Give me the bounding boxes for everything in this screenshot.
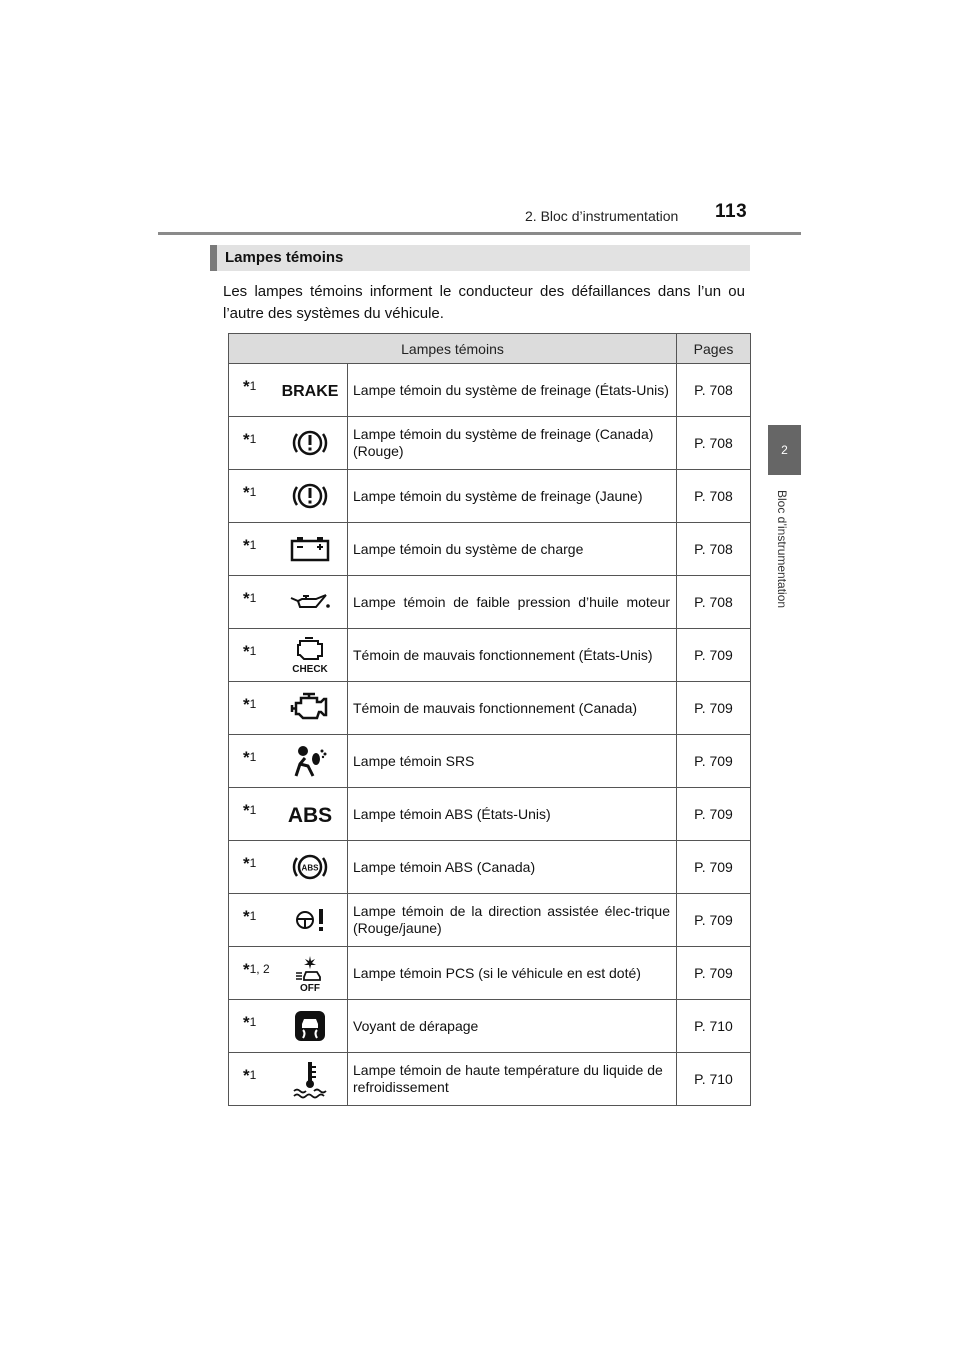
- note-cell: [229, 735, 274, 788]
- page-reference: P. 709: [677, 629, 751, 682]
- lamp-icon-cell: [274, 629, 348, 682]
- table-row: [229, 629, 751, 682]
- side-tab: [768, 425, 801, 475]
- lamp-description: Lampe témoin du système de freinage (Jaune): [348, 470, 677, 523]
- footnote-mark: *1: [243, 430, 257, 449]
- note-cell: [229, 841, 274, 894]
- oil-can-icon: [288, 590, 332, 614]
- note-cell: [229, 947, 274, 1000]
- header-rule: [158, 232, 801, 235]
- section-bar-accent: [210, 245, 217, 271]
- airbag-srs-icon: [290, 742, 330, 780]
- lamp-icon-cell: [274, 841, 348, 894]
- note-cell: [229, 364, 274, 417]
- footnote-mark: *1: [243, 907, 257, 926]
- page-reference: P. 708: [677, 576, 751, 629]
- lamp-description: Lampe témoin de faible pression d’huile moteur: [348, 576, 677, 629]
- section-title: Lampes témoins: [225, 249, 344, 266]
- table-row: [229, 841, 751, 894]
- page-reference: P. 709: [677, 735, 751, 788]
- lamp-icon-cell: [274, 364, 348, 417]
- page-reference: P. 709: [677, 788, 751, 841]
- footnote-mark: *1: [243, 589, 257, 608]
- table-row: [229, 470, 751, 523]
- pcs-off-icon: [290, 953, 330, 993]
- page-reference: P. 708: [677, 523, 751, 576]
- header-lamps: Lampes témoins: [229, 334, 677, 364]
- lamp-description: Lampe témoin du système de freinage (Canada) (Rouge): [348, 417, 677, 470]
- lamp-description: Lampe témoin de haute température du liquide de refroidissement: [348, 1053, 677, 1106]
- footnote-mark: *1: [243, 854, 257, 873]
- note-cell: [229, 417, 274, 470]
- coolant-temp-icon: [290, 1059, 330, 1099]
- lamp-description: Témoin de mauvais fonctionnement (États-Unis): [348, 629, 677, 682]
- footnote-mark: *1: [243, 1066, 257, 1085]
- page-reference: P. 708: [677, 470, 751, 523]
- side-tab-number: 2: [781, 443, 788, 457]
- svg-text:ABS: ABS: [301, 863, 319, 873]
- note-cell: [229, 788, 274, 841]
- lamp-description: Voyant de dérapage: [348, 1000, 677, 1053]
- page-reference: P. 709: [677, 841, 751, 894]
- svg-text:OFF: OFF: [300, 983, 321, 994]
- footnote-mark: *1: [243, 695, 257, 714]
- lamp-icon-cell: [274, 1053, 348, 1106]
- table-row: [229, 1053, 751, 1106]
- footnote-mark: *1: [243, 483, 257, 502]
- lamp-description: Lampe témoin du système de freinage (États-Unis): [348, 364, 677, 417]
- side-tab-label: Bloc d’instrumentation: [775, 490, 789, 609]
- header-chapter: 2. Bloc d’instrumentation: [525, 208, 679, 224]
- brake-circle-red-icon: [291, 426, 329, 460]
- table-row: [229, 788, 751, 841]
- note-cell: [229, 470, 274, 523]
- lamp-icon-cell: [274, 576, 348, 629]
- lamp-icon-cell: [274, 894, 348, 947]
- table-row: [229, 894, 751, 947]
- page-reference: P. 709: [677, 947, 751, 1000]
- table-row: [229, 364, 751, 417]
- page-reference: P. 710: [677, 1053, 751, 1106]
- page-reference: P. 709: [677, 682, 751, 735]
- lamp-icon-cell: [274, 1000, 348, 1053]
- lamp-icon-cell: [274, 788, 348, 841]
- page-reference: P. 709: [677, 894, 751, 947]
- warning-lamps-table: [228, 333, 751, 1106]
- check-engine-icon: [290, 635, 330, 675]
- lamp-description: Lampe témoin ABS (États-Unis): [348, 788, 677, 841]
- lamp-description: Lampe témoin ABS (Canada): [348, 841, 677, 894]
- engine-icon: [289, 691, 331, 725]
- note-cell: [229, 576, 274, 629]
- section-bar: [210, 245, 750, 271]
- lamp-description: Lampe témoin de la direction assistée élec-trique (Rouge/jaune): [348, 894, 677, 947]
- footnote-mark: *1: [243, 377, 257, 396]
- table-header-row: [229, 334, 751, 364]
- footnote-mark: *1: [243, 748, 257, 767]
- note-cell: [229, 894, 274, 947]
- lamp-icon-cell: [274, 682, 348, 735]
- lamp-description: Témoin de mauvais fonctionnement (Canada): [348, 682, 677, 735]
- note-cell: [229, 1000, 274, 1053]
- lamp-description: Lampe témoin PCS (si le véhicule en est doté): [348, 947, 677, 1000]
- battery-icon: [289, 535, 331, 563]
- note-cell: [229, 1053, 274, 1106]
- abs-circle-icon: [291, 850, 329, 884]
- footnote-mark: *1: [243, 1013, 257, 1032]
- footnote-mark: *1: [243, 642, 257, 661]
- table-row: [229, 523, 751, 576]
- svg-text:CHECK: CHECK: [292, 664, 329, 675]
- note-cell: [229, 682, 274, 735]
- skid-icon: [293, 1009, 327, 1043]
- power-steering-icon: [290, 905, 330, 935]
- lamp-description: Lampe témoin du système de charge: [348, 523, 677, 576]
- brake-text-icon: [281, 379, 339, 401]
- page-number: 113: [715, 201, 748, 222]
- lamp-description: Lampe témoin SRS: [348, 735, 677, 788]
- page-reference: P. 710: [677, 1000, 751, 1053]
- lamp-icon-cell: [274, 417, 348, 470]
- lamp-icon-cell: [274, 735, 348, 788]
- page-reference: P. 708: [677, 417, 751, 470]
- svg-text:ABS: ABS: [288, 804, 333, 827]
- footnote-mark: *1, 2: [243, 960, 270, 979]
- page-reference: P. 708: [677, 364, 751, 417]
- table-row: [229, 576, 751, 629]
- table-row: [229, 947, 751, 1000]
- table-row: [229, 682, 751, 735]
- header-pages: Pages: [677, 334, 751, 364]
- lamp-icon-cell: [274, 470, 348, 523]
- brake-circle-yellow-icon: [291, 479, 329, 513]
- abs-text-icon: [285, 801, 335, 827]
- note-cell: [229, 523, 274, 576]
- lamp-icon-cell: [274, 523, 348, 576]
- footnote-mark: *1: [243, 536, 257, 555]
- footnote-mark: *1: [243, 801, 257, 820]
- svg-text:BRAKE: BRAKE: [281, 383, 339, 400]
- lamp-icon-cell: [274, 947, 348, 1000]
- table-row: [229, 1000, 751, 1053]
- table-row: [229, 417, 751, 470]
- intro-paragraph: Les lampes témoins informent le conducteur des défaillances dans l’un ou l’autre des systèmes du véhicule.: [223, 283, 745, 322]
- note-cell: [229, 629, 274, 682]
- table-row: [229, 735, 751, 788]
